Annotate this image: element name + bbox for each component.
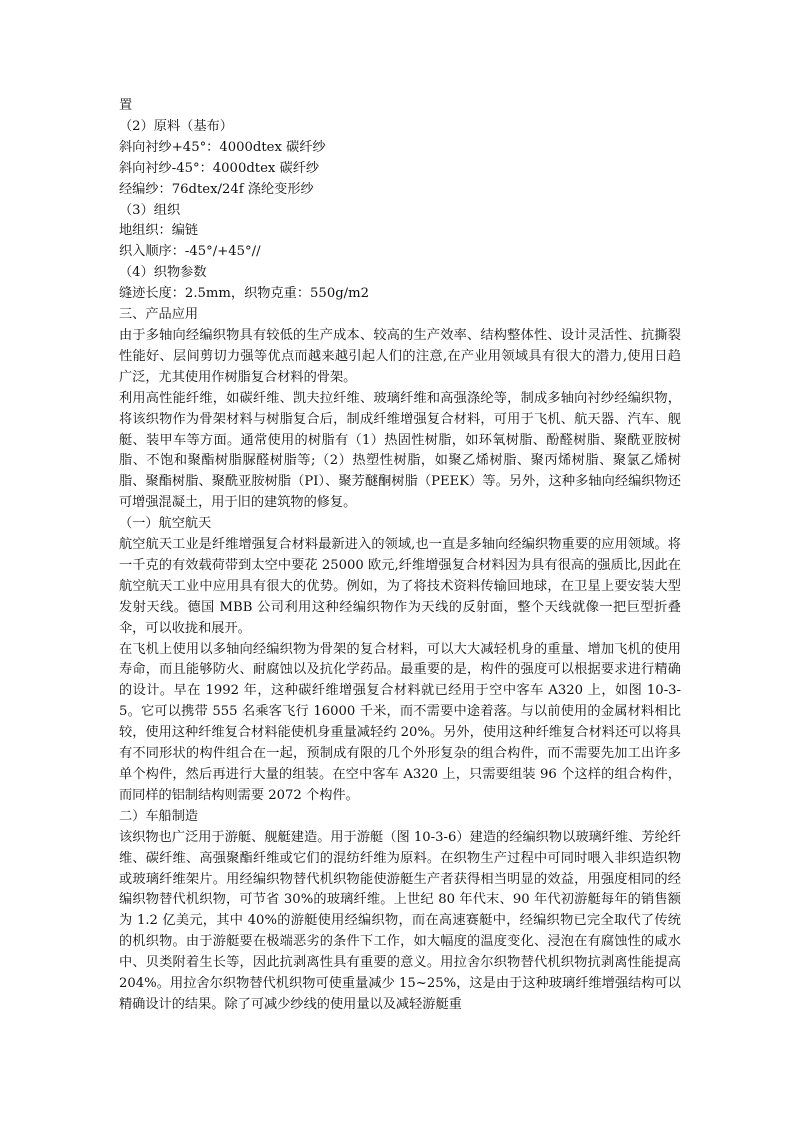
paragraph-aerospace: 航空航天工业是纤维增强复合材料最新进入的领域,也一直是多轴向经编织物重要的应用领域。将一千克的有效载荷带到太空中要花 25000 欧元,纤维增强复合材料因为具有很高的强质比,因此在航空航天工业中应用具有很大的优势。例如，为了将技术资料传输回地球，在卫星上要安装大型发射天线。德国 MBB 公司利用这种经编织物作为天线的反射面，整个天线就像一把巨型折叠伞，可以收拢和展开。	[119, 537, 681, 636]
section-heading-aerospace: （一）航空航天	[119, 516, 212, 532]
document-page	[119, 96, 681, 1016]
section-heading-raw-material: （2）原料（基布）	[119, 118, 233, 134]
section-heading-fabric-params: （4）织物参数	[119, 265, 207, 281]
text-line: 经编纱：76dtex/24f 涤纶变形纱	[119, 181, 314, 197]
text-line: 斜向衬纱+45°：4000dtex 碳纤纱	[119, 139, 326, 155]
paragraph-resins: 利用高性能纤维，如碳纤维、凯夫拉纤维、玻璃纤维和高强涤纶等，制成多轴向衬纱经编织物，将该织物作为骨架材料与树脂复合后，制成纤维增强复合材料，可用于飞机、航天器、汽车、舰艇、装甲车等方面。通常使用的树脂有（1）热固性树脂，如环氧树脂、酚醛树脂、聚酰亚胺树脂、不饱和聚酯树脂脲醛树脂等;（2）热塑性树脂，如聚乙烯树脂、聚丙烯树脂、聚氯乙烯树脂、聚酯树脂、聚酰亚胺树脂（PI）、聚芳醚酮树脂（PEEK）等。另外，这种多轴向经编织物还可增强混凝土，用于旧的建筑物的修复。	[119, 390, 681, 511]
section-heading-structure: （3）组织	[119, 202, 181, 218]
paragraph-yachts: 该织物也广泛用于游艇、舰艇建造。用于游艇（图 10-3-6）建造的经编织物以玻璃纤维、芳纶纤维、碳纤维、高强聚酯纤维或它们的混纺纤维为原料。在织物生产过程中可同时喂入非织造织物或玻璃纤维架片。用经编织物替代机织物能使游艇生产者获得相当明显的效益，用强度相同的经编织物替代机织物，可节省 30%的玻璃纤维。上世纪 80 年代末、90 年代初游艇每年的销售额为 1.2 亿美元，其中 40%的游艇使用经编织物，而在高速赛艇中，经编织物已完全取代了传统的机织物。由于游艇要在极端恶劣的条件下工作，如大幅度的温度变化、浸泡在有腐蚀性的咸水中、贝类附着生长等，因此抗剥离性具有重要的意义。用拉舍尔织物替代机织物抗剥离性能提高 204%。用拉舍尔织物替代机织物可使重量减少 15~25%，这是由于这种玻璃纤维增强结构可以精确设计的结果。除了可减少纱线的使用量以及减轻游艇重	[119, 829, 681, 1012]
section-heading-applications: 三、产品应用	[119, 307, 199, 323]
section-heading-vehicles-ships: 二）车船制造	[119, 808, 199, 824]
text-line: 斜向衬纱-45°：4000dtex 碳纤纱	[119, 160, 320, 176]
paragraph-intro: 由于多轴向经编织物具有较低的生产成本、较高的生产效率、结构整体性、设计灵活性、抗撕裂性能好、层间剪切力强等优点而越来越引起人们的注意,在产业用领域具有很大的潜力,使用日趋广泛，尤其使用作树脂复合材料的骨架。	[119, 327, 681, 385]
text-line: 缝迹长度：2.5mm，织物克重：550g/m2	[119, 286, 369, 302]
text-line: 地组织：编链	[119, 223, 199, 239]
text-line: 置	[119, 98, 133, 113]
paragraph-aircraft: 在飞机上使用以多轴向经编织物为骨架的复合材料，可以大大减轻机身的重量、增加飞机的使用寿命，而且能够防火、耐腐蚀以及抗化学药品。最重要的是，构件的强度可以根据要求进行精确的设计。早在 1992 年，这种碳纤维增强复合材料就已经用于空中客车 A320 上，如图 10-3-5。它可以携带 555 名乘客飞行 16000 千米，而不需要中途着落。与以前使用的金属材料相比较，使用这种纤维复合材料能使机身重量减轻约 20%。另外，使用这种纤维复合材料还可以将具有不同形状的构件组合在一起，预制成有限的几个外形复杂的组合构件，而不需要先加工出许多单个构件，然后再进行大量的组装。在空中客车 A320 上，只需要组装 96 个这样的组合构件，而同样的铝制结构则需要 2072 个构件。	[119, 641, 681, 803]
text-line: 织入顺序：-45°/+45°//	[119, 244, 261, 260]
